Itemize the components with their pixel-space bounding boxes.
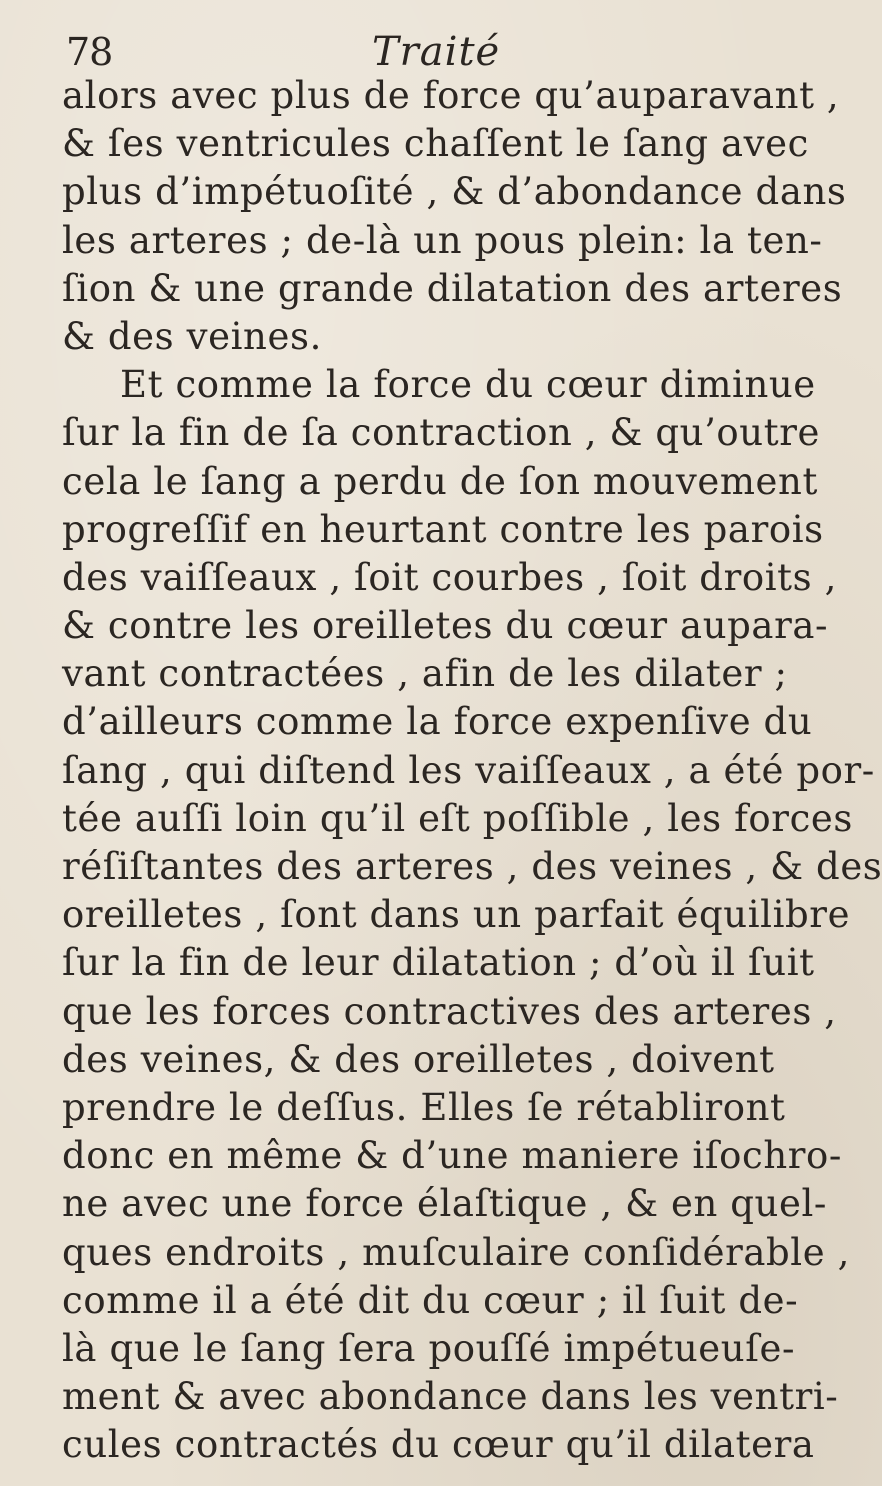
- text-line: tée auſſi loin qu’il eſt poſſible , les forces: [62, 796, 853, 840]
- text-line: progreſſif en heurtant contre les parois: [62, 507, 824, 551]
- text-line: ſur la fin de leur dilatation ; d’où il ſuit: [62, 941, 815, 985]
- text-line: ſur la fin de ſa contraction , & qu’outre: [62, 411, 820, 455]
- page-header: [0, 28, 800, 76]
- text-line: ment & avec abondance dans les ventri-: [62, 1375, 839, 1419]
- text-line: réſiſtantes des arteres , des veines , & des: [62, 845, 882, 888]
- text-line: oreilletes , ſont dans un parfait équilibre: [62, 893, 851, 937]
- page-number: 78: [66, 30, 113, 74]
- text-line: là que le ſang ſera pouſſé impétueuſe-: [62, 1326, 796, 1370]
- text-line: des veines, & des oreilletes , doivent: [62, 1037, 775, 1081]
- text-line: alors avec plus de force qu’auparavant ,: [62, 74, 840, 117]
- text-line: d’ailleurs comme la force expenſive du: [62, 700, 813, 744]
- text-line: ſion & une grande dilatation des arteres: [62, 266, 843, 310]
- text-line: comme il a été dit du cœur ; il ſuit de-: [62, 1278, 799, 1322]
- text-line: ſang , qui diſtend les vaiſſeaux , a été por-: [62, 748, 875, 792]
- text-line: plus d’impétuoſité , & d’abondance dans: [62, 170, 847, 214]
- text-line: les arteres ; de-là un pous plein: la ten-: [62, 218, 823, 262]
- text-line: & contre les oreilletes du cœur aupara-: [62, 604, 829, 648]
- text-line: & ſes ventricules chaſſent le ſang avec: [62, 122, 809, 166]
- text-line: & des veines.: [62, 314, 322, 358]
- running-head: Traité: [372, 29, 501, 75]
- text-line: prendre le deſſus. Elles ſe rétabliront: [62, 1085, 786, 1129]
- body-text: [62, 72, 882, 1469]
- text-line: vant contractées , afin de les dilater ;: [62, 652, 788, 696]
- text-line: ne avec une force élaſtique , & en quel-: [62, 1182, 827, 1226]
- text-line: cules contractés du cœur qu’il dilatera: [62, 1423, 815, 1467]
- text-line: ques endroits , muſculaire conſidérable ,: [62, 1230, 850, 1274]
- paragraph-start-line: Et comme la force du cœur diminue: [120, 363, 816, 407]
- text-line: que les forces contractives des arteres ,: [62, 989, 837, 1033]
- text-line: des vaiſſeaux , ſoit courbes , ſoit droits ,: [62, 555, 837, 599]
- text-line: cela le ſang a perdu de ſon mouvement: [62, 459, 818, 503]
- text-line: donc en même & d’une maniere iſochro-: [62, 1134, 843, 1178]
